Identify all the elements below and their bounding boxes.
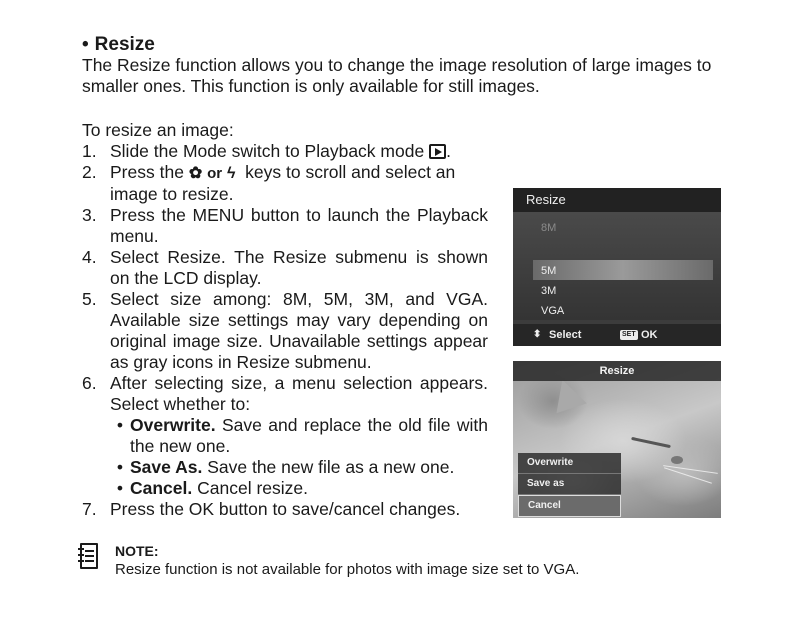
resize-save-screen [513, 361, 721, 518]
option-bullet: • [116, 415, 124, 435]
heading-title: Resize [94, 34, 155, 55]
step-number: 1. [82, 141, 97, 161]
step-4 [82, 247, 488, 289]
step-number: 2. [82, 162, 97, 182]
option-save-as [110, 457, 488, 478]
option-desc: Save and replace the old file with the new one. [130, 415, 488, 456]
menu-item-8m[interactable]: 8M [541, 222, 557, 234]
step-3 [82, 205, 488, 247]
option-label: Overwrite. [130, 415, 216, 435]
step-number: 5. [82, 289, 97, 309]
step-number: 7. [82, 499, 97, 519]
cat-photo-nose [671, 456, 683, 464]
option-label: Cancel. [130, 478, 193, 498]
step-5 [82, 289, 488, 373]
step-number: 3. [82, 205, 97, 225]
step-7 [82, 499, 488, 520]
step-text-end: . [446, 141, 451, 161]
option-desc: Cancel resize. [197, 478, 309, 498]
step-text: Press the [110, 162, 184, 182]
step-text: Press the MENU button to launch the Playback menu. [110, 205, 488, 246]
option-list [110, 415, 488, 499]
step-number: 6. [82, 373, 97, 393]
menu-item-save-as[interactable]: Save as [518, 474, 621, 495]
note-text: Resize function is not available for photos with image size set to VGA. [115, 561, 580, 578]
cat-photo-eye [631, 437, 671, 448]
screen-footer [513, 324, 721, 346]
option-bullet: • [116, 478, 124, 498]
macro-key-icon: ✿ [188, 165, 203, 182]
screen-title: Resize [513, 361, 721, 381]
select-hint: Select [549, 329, 582, 341]
menu-item-cancel[interactable]: Cancel [518, 495, 621, 517]
menu-item-5m[interactable]: 5M [541, 265, 557, 277]
option-cancel [110, 478, 488, 499]
step-number: 4. [82, 247, 97, 267]
option-label: Save As. [130, 457, 203, 477]
up-down-icon: ⬍ [533, 329, 542, 340]
selection-highlight [533, 260, 713, 280]
set-button-icon: SET [622, 331, 636, 338]
menu-item-vga[interactable]: VGA [541, 305, 565, 317]
menu-item-3m[interactable]: 3M [541, 285, 557, 297]
step-6 [82, 373, 488, 499]
save-option-menu [518, 453, 621, 517]
step-text: Select size among: 8M, 5M, 3M, and VGA. Available size settings may vary depending on original image size. Unavailable settings appear as gray icons in Resize submenu. [110, 289, 488, 372]
heading-bullet: • [82, 34, 89, 55]
steps-list [82, 141, 488, 520]
ok-hint: OK [641, 329, 658, 341]
step-text: Press the OK button to save/cancel changes. [110, 499, 461, 519]
step-2 [82, 162, 488, 205]
screen-menu-body [513, 212, 721, 320]
option-bullet: • [116, 457, 124, 477]
menu-item-overwrite[interactable]: Overwrite [518, 453, 621, 474]
option-overwrite [110, 415, 488, 457]
or-text: or [207, 165, 223, 182]
playback-mode-icon [429, 144, 446, 159]
flash-key-icon: ϟ [226, 165, 236, 182]
lead-text: To resize an image: [82, 120, 234, 140]
resize-submenu-screen [513, 188, 721, 346]
step-text: After selecting size, a menu selection appears. Select whether to: [110, 373, 488, 414]
intro-paragraph: The Resize function allows you to change the image resolution of large images to smaller ones. This function is only available for still images. [82, 55, 712, 96]
screen-title: Resize [513, 188, 721, 212]
step-text: Select Resize. The Resize submenu is shown on the LCD display. [110, 247, 488, 288]
step-text: Slide the Mode switch to Playback mode [110, 141, 425, 161]
step-text-end: keys to scroll and select an image to resize. [110, 162, 456, 204]
section-heading [82, 34, 155, 56]
note-title: NOTE: [115, 543, 159, 559]
option-desc: Save the new file as a new one. [207, 457, 455, 477]
note-icon [80, 543, 98, 569]
step-1 [82, 141, 488, 162]
